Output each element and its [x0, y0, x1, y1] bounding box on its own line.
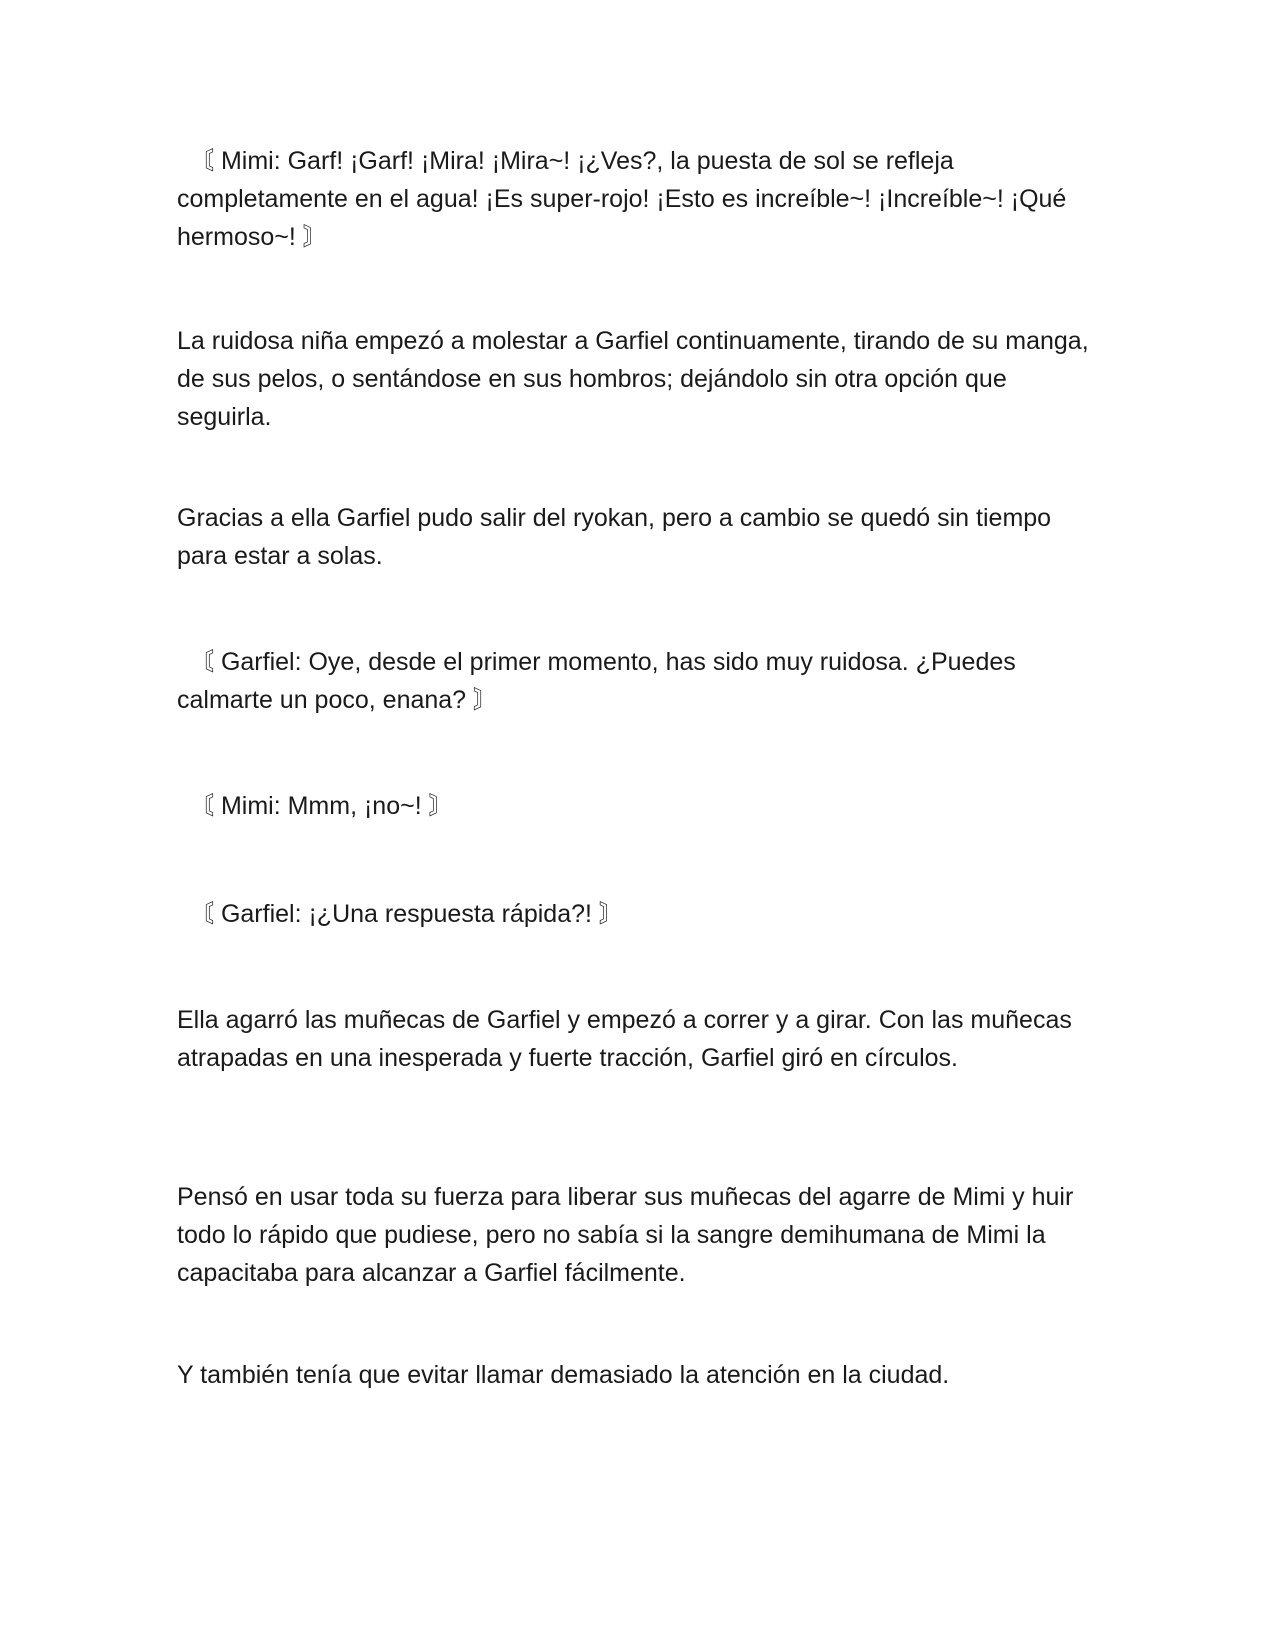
paragraph-garfiel-noisy: 〘 Garfiel: Oye, desde el primer momento, has sido muy ruidosa. ¿Puedes calmarte un poco, enana? 〙 — [177, 648, 1016, 714]
paragraph-noisy-girl: La ruidosa niña empezó a molestar a Garfiel continuamente, tirando de su manga, de sus pelos, o sentándose en sus hombros; dejándolo sin otra opción que seguirla. — [177, 327, 1089, 431]
paragraph-left-ryokan: Gracias a ella Garfiel pudo salir del ryokan, pero a cambio se quedó sin tiempo para estar a solas. — [177, 504, 1052, 570]
paragraph-city-attention: Y también tenía que evitar llamar demasiado la atención en la ciudad. — [177, 1361, 950, 1389]
paragraph-garfiel-quick-answer: 〘 Garfiel: ¡¿Una respuesta rápida?! 〙 — [189, 900, 624, 928]
paragraph-escape-thought: Pensó en usar toda su fuerza para liberar sus muñecas del agarre de Mimi y huir todo lo rápido que pudiese, pero no sabía si la sangre demihumana de Mimi la capacitaba para alcanzar a Garfiel fácilmente. — [177, 1183, 1074, 1287]
paragraph-mimi-no: 〘 Mimi: Mmm, ¡no~! 〙 — [189, 792, 454, 820]
paragraph-mimi-sunset: 〘 Mimi: Garf! ¡Garf! ¡Mira! ¡Mira~! ¡¿Ves?, la puesta de sol se refleja completamente en el agua! ¡Es super-rojo! ¡Esto es increíble~! ¡Increíble~! ¡Qué hermoso~! 〙 — [177, 147, 1067, 251]
paragraph-spinning: Ella agarró las muñecas de Garfiel y empezó a correr y a girar. Con las muñecas atrapadas en una inesperada y fuerte tracción, Garfiel giró en círculos. — [177, 1006, 1072, 1072]
